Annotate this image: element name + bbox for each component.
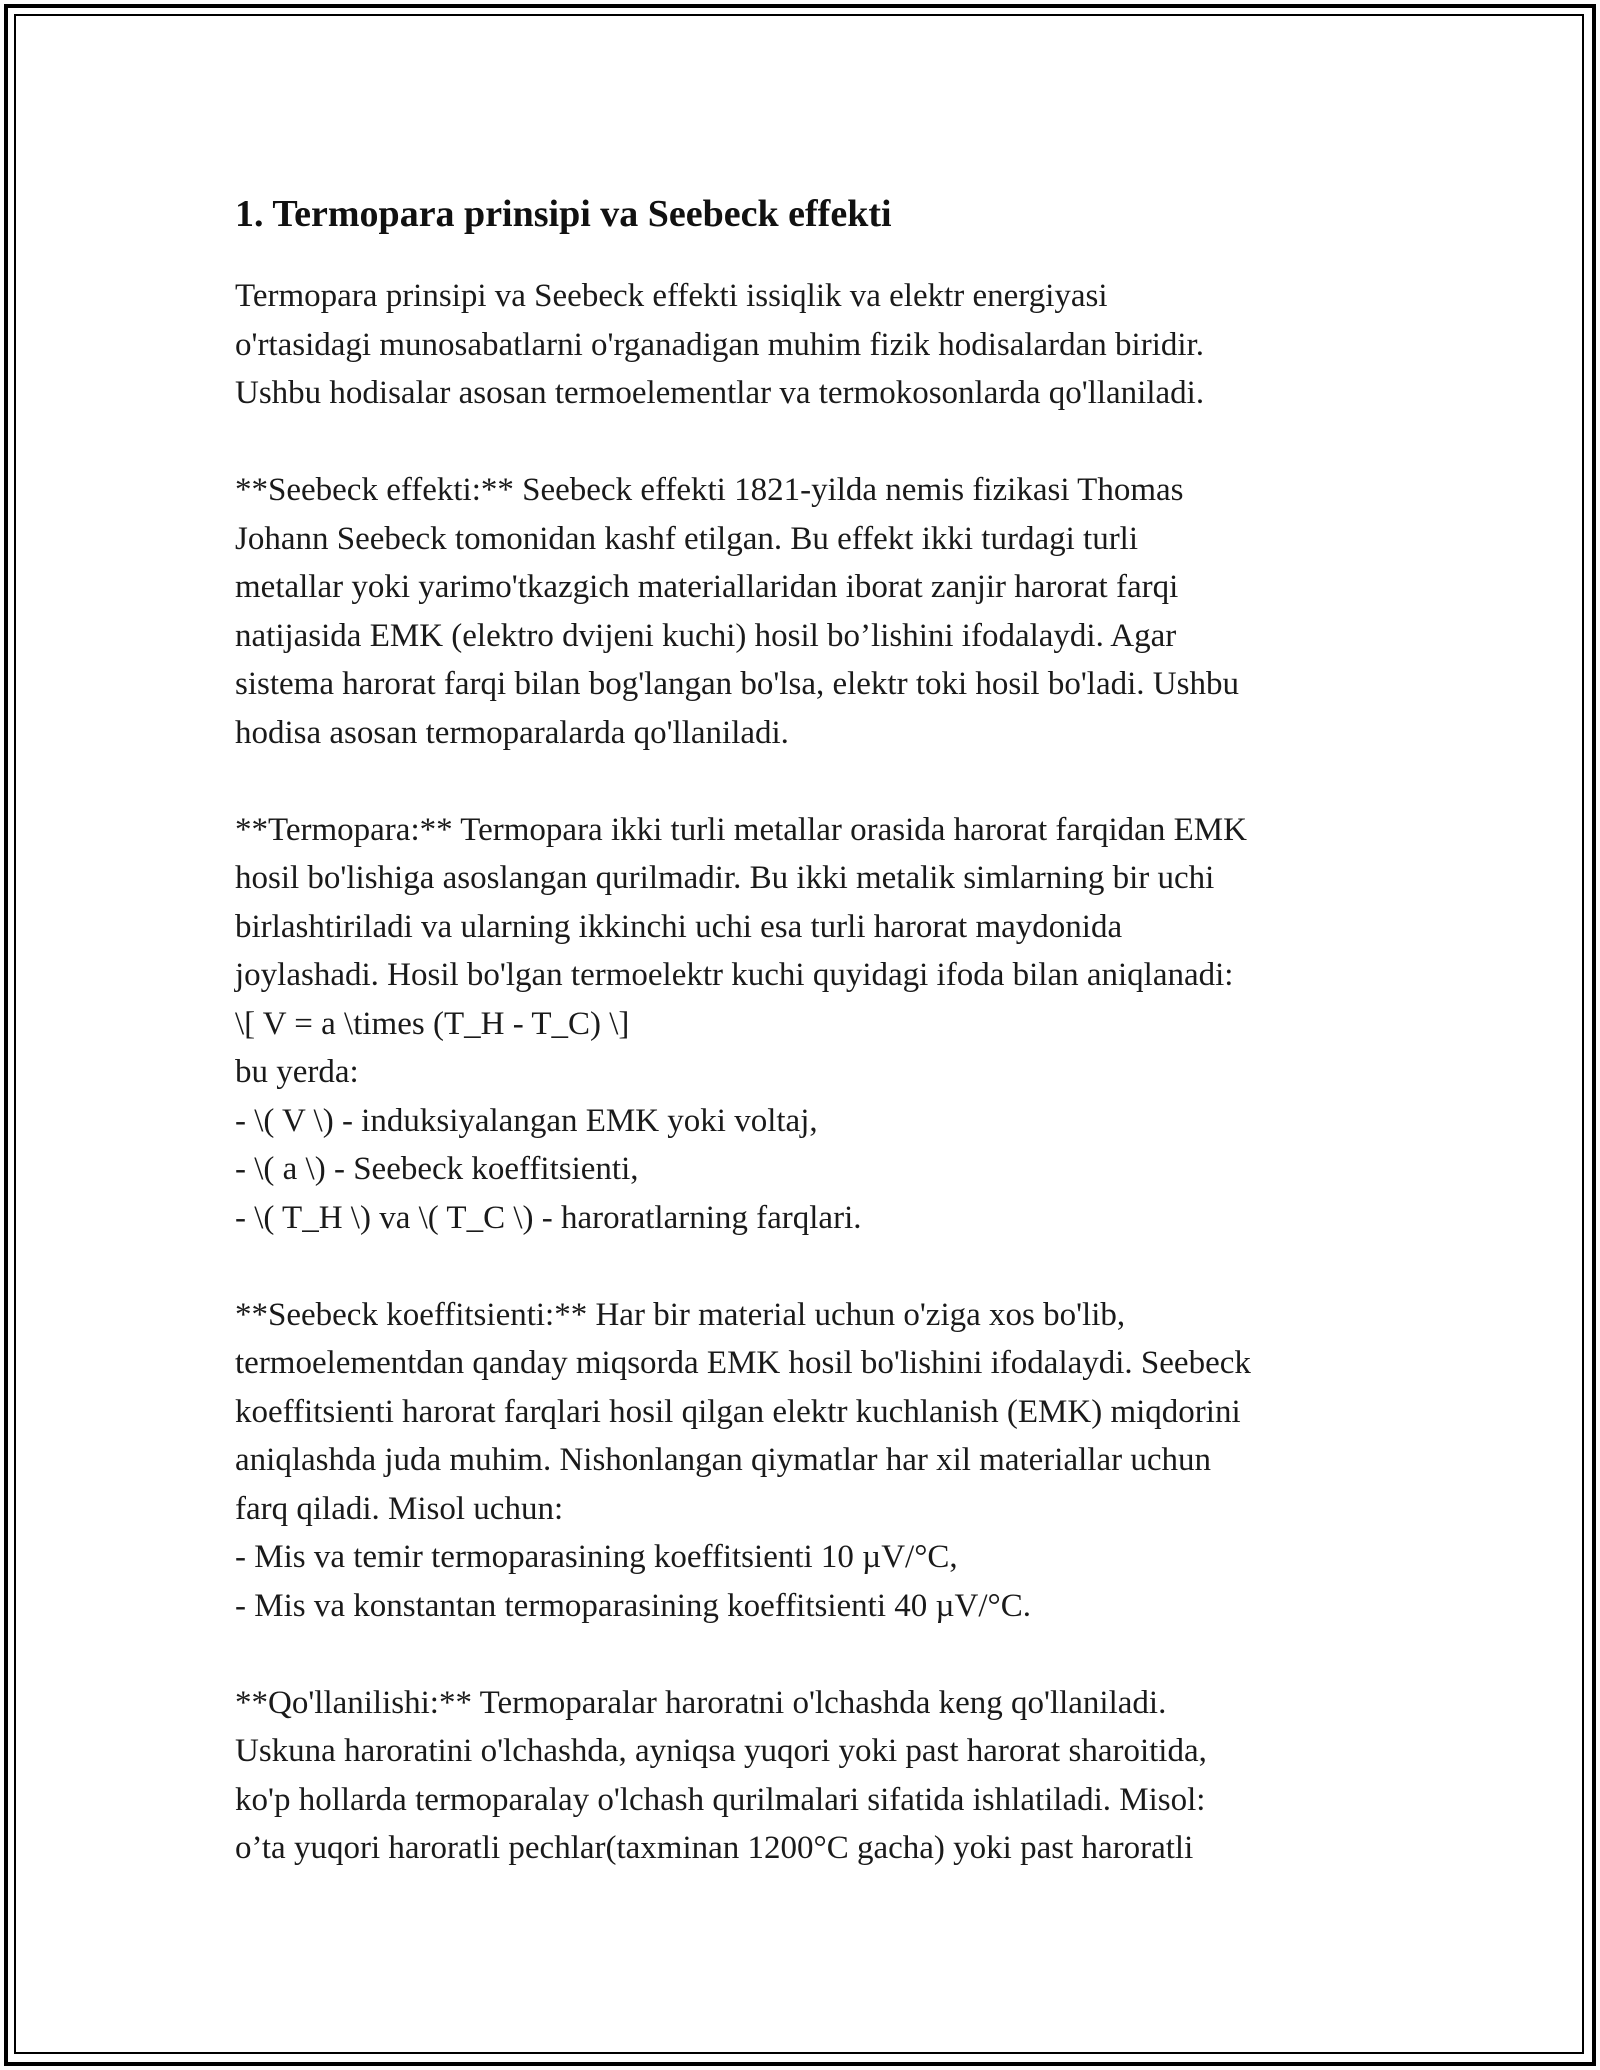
paragraph-intro [235, 272, 1395, 418]
paragraph-line: natijasida EMK (elektro dvijeni kuchi) hosil bo’lishini ifodalaydi. Agar [235, 617, 1177, 654]
paragraph-gap [235, 1630, 1395, 1679]
paragraph-line: bu yerda: [235, 1054, 359, 1090]
paragraph-line: sistema harorat farqi bilan bog'langan bo'lsa, elektr toki hosil bo'ladi. Ushbu [235, 666, 1239, 702]
list-item: - Mis va konstantan termoparasining koeffitsienti 40 µV/°C. [235, 1587, 1031, 1624]
paragraph-seebeck-effect [235, 466, 1395, 757]
paragraph-line: termoelementdan qanday miqsorda EMK hosil bo'lishini ifodalaydi. Seebeck [235, 1345, 1251, 1381]
section-title: 1. Termopara prinsipi va Seebeck effekti [235, 193, 892, 235]
paragraph-line: **Termopara:** Termopara ikki turli metallar orasida harorat farqidan EMK [235, 811, 1247, 848]
paragraph-line: o’ta yuqori haroratli pechlar(taxminan 1200°C gacha) yoki past haroratli [235, 1830, 1194, 1866]
paragraph-line: Termopara prinsipi va Seebeck effekti issiqlik va elektr energiyasi [235, 278, 1108, 314]
paragraph-termopara [235, 806, 1395, 1243]
list-item: - \( V \) - induksiyalangan EMK yoki voltaj, [235, 1102, 818, 1139]
paragraph-seebeck-coefficient [235, 1291, 1395, 1631]
paragraph-line: ko'p hollarda termoparalay o'lchash qurilmalari sifatida ishlatiladi. Misol: [235, 1781, 1206, 1818]
paragraph-gap [235, 757, 1395, 806]
paragraph-line: **Seebeck koeffitsienti:** Har bir material uchun o'ziga xos bo'lib, [235, 1296, 1126, 1333]
paragraph-gap [235, 418, 1395, 467]
paragraph-line: **Qo'llanilishi:** Termoparalar haroratni o'lchashda keng qo'llaniladi. [235, 1684, 1167, 1721]
paragraph-line: joylashadi. Hosil bo'lgan termoelektr kuchi quyidagi ifoda bilan aniqlanadi: [235, 957, 1234, 993]
paragraph-gap [235, 1242, 1395, 1291]
document-body [235, 188, 1395, 1873]
formula-line: \[ V = a \times (T_H - T_C) \] [235, 1005, 630, 1042]
paragraph-line: Johann Seebeck tomonidan kashf etilgan. Bu effekt ikki turdagi turli [235, 520, 1139, 557]
paragraph-line: Ushbu hodisalar asosan termoelementlar va termokosonlarda qo'llaniladi. [235, 375, 1205, 411]
paragraph-applications [235, 1679, 1395, 1873]
paragraph-line: hosil bo'lishiga asoslangan qurilmadir. Bu ikki metalik simlarning bir uchi [235, 860, 1215, 896]
paragraph-line: farq qiladi. Misol uchun: [235, 1490, 564, 1527]
paragraph-line: Uskuna haroratini o'lchashda, ayniqsa yuqori yoki past harorat sharoitida, [235, 1733, 1207, 1769]
paragraph-line: aniqlashda juda muhim. Nishonlangan qiymatlar har xil materiallar uchun [235, 1442, 1211, 1478]
list-item: - \( a \) - Seebeck koeffitsienti, [235, 1151, 639, 1187]
paragraph-line: koeffitsienti harorat farqlari hosil qilgan elektr kuchlanish (EMK) miqdorini [235, 1393, 1241, 1430]
paragraph-line: birlashtiriladi va ularning ikkinchi uchi esa turli harorat maydonida [235, 908, 1123, 945]
paragraph-line: metallar yoki yarimo'tkazgich materiallaridan iborat zanjir harorat farqi [235, 569, 1179, 605]
paragraph-line: o'rtasidagi munosabatlarni o'rganadigan muhim fizik hodisalardan biridir. [235, 326, 1204, 363]
list-item: - \( T_H \) va \( T_C \) - haroratlarning farqlari. [235, 1199, 862, 1236]
paragraph-line: **Seebeck effekti:** Seebeck effekti 1821-yilda nemis fizikasi Thomas [235, 472, 1184, 508]
list-item: - Mis va temir termoparasining koeffitsienti 10 µV/°C, [235, 1539, 958, 1575]
paragraph-line: hodisa asosan termoparalarda qo'llaniladi. [235, 714, 789, 751]
